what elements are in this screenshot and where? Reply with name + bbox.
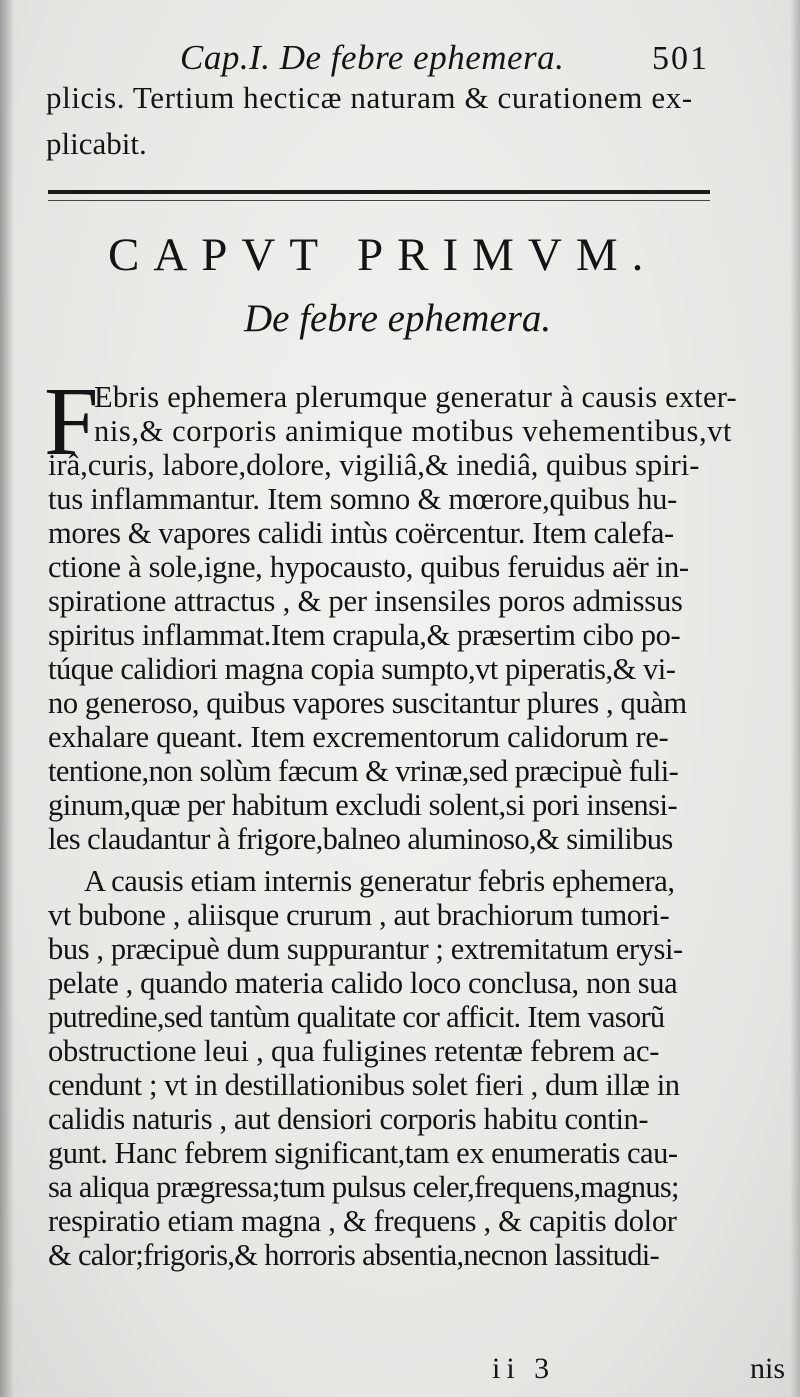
chapter-heading: CAPVT PRIMVM.	[108, 229, 658, 281]
body-line: les claudantur à frigore,balneo aluminoso,& similibus	[48, 822, 673, 856]
body-line: bus , præcipuè dum suppurantur ; extremitatum erysi-	[48, 932, 683, 966]
body-line: ginum,quæ per habitum excludi solent,si pori insensi-	[48, 788, 678, 822]
carryover-line-2: plicabit.	[46, 126, 147, 161]
body-line: Ebris ephemera plerumque generatur à causis exter-	[94, 380, 737, 414]
section-rule-thin	[48, 200, 710, 201]
body-line: vt bubone , aliisque crurum , aut brachiorum tumori-	[48, 898, 670, 932]
body-line: obstructione leui , qua fuligines retentæ febrem ac-	[48, 1034, 660, 1068]
catchword: nis	[750, 1352, 786, 1385]
body-line: tus inflammantur. Item somno & mœrore,quibus hu-	[48, 482, 678, 516]
page-gutter-shadow	[0, 0, 14, 1397]
body-line: spiratione attractus , & per insensiles poros admissus	[48, 584, 683, 618]
chapter-subtitle: De febre ephemera.	[244, 297, 552, 340]
body-line: tentione,non solùm fæcum & vrinæ,sed præcipuè fuli-	[48, 754, 679, 788]
page-number: 501	[652, 40, 709, 77]
body-line: mores & vapores calidi intùs coërcentur. Item calefa-	[48, 516, 674, 550]
body-line: spiritus inflammat.Item crapula,& præsertim cibo po-	[48, 618, 681, 652]
body-line: pelate , quando materia calido loco conclusa, non sua	[48, 966, 678, 1000]
page-edge-shadow	[790, 0, 800, 1397]
signature-mark: ii 3	[492, 1352, 556, 1385]
body-line: cendunt ; vt in destillationibus solet fieri , dum illæ in	[48, 1068, 680, 1102]
body-line: no generoso, quibus vapores suscitantur plures , quàm	[48, 686, 687, 720]
body-line: nis,& corporis animique motibus vehementibus,vt	[94, 414, 733, 448]
body-line: & calor;frigoris,& horroris absentia,necnon lassitudi-	[48, 1238, 660, 1272]
body-line: gunt. Hanc febrem significant,tam ex enumeratis cau-	[48, 1136, 678, 1170]
body-line: putredine,sed tantùm qualitate cor afficit. Item vasorũ	[48, 1000, 665, 1034]
body-line: calidis naturis , aut densiori corporis habitu contin-	[48, 1102, 649, 1136]
body-line: ctione à sole,igne, hypocausto, quibus feruidus aër in-	[48, 550, 689, 584]
running-head: Cap.I. De febre ephemera.	[180, 38, 565, 77]
body-line: A causis etiam internis generatur febris ephemera,	[84, 864, 675, 898]
body-line: túque calidiori magna copia sumpto,vt piperatis,& vi-	[48, 652, 676, 686]
body-line: sa aliqua prægressa;tum pulsus celer,frequens,magnus;	[48, 1170, 679, 1204]
body-line: irâ,curis, labore,dolore, vigiliâ,& inediâ, quibus spiri-	[48, 448, 700, 482]
carryover-line-1: plicis. Tertium hecticæ naturam & curationem ex-	[46, 80, 693, 115]
drop-cap: F	[44, 368, 99, 476]
section-rule	[48, 190, 710, 194]
body-line: exhalare queant. Item excrementorum calidorum re-	[48, 720, 669, 754]
body-line: respiratio etiam magna , & frequens , & capitis dolor	[48, 1204, 677, 1238]
